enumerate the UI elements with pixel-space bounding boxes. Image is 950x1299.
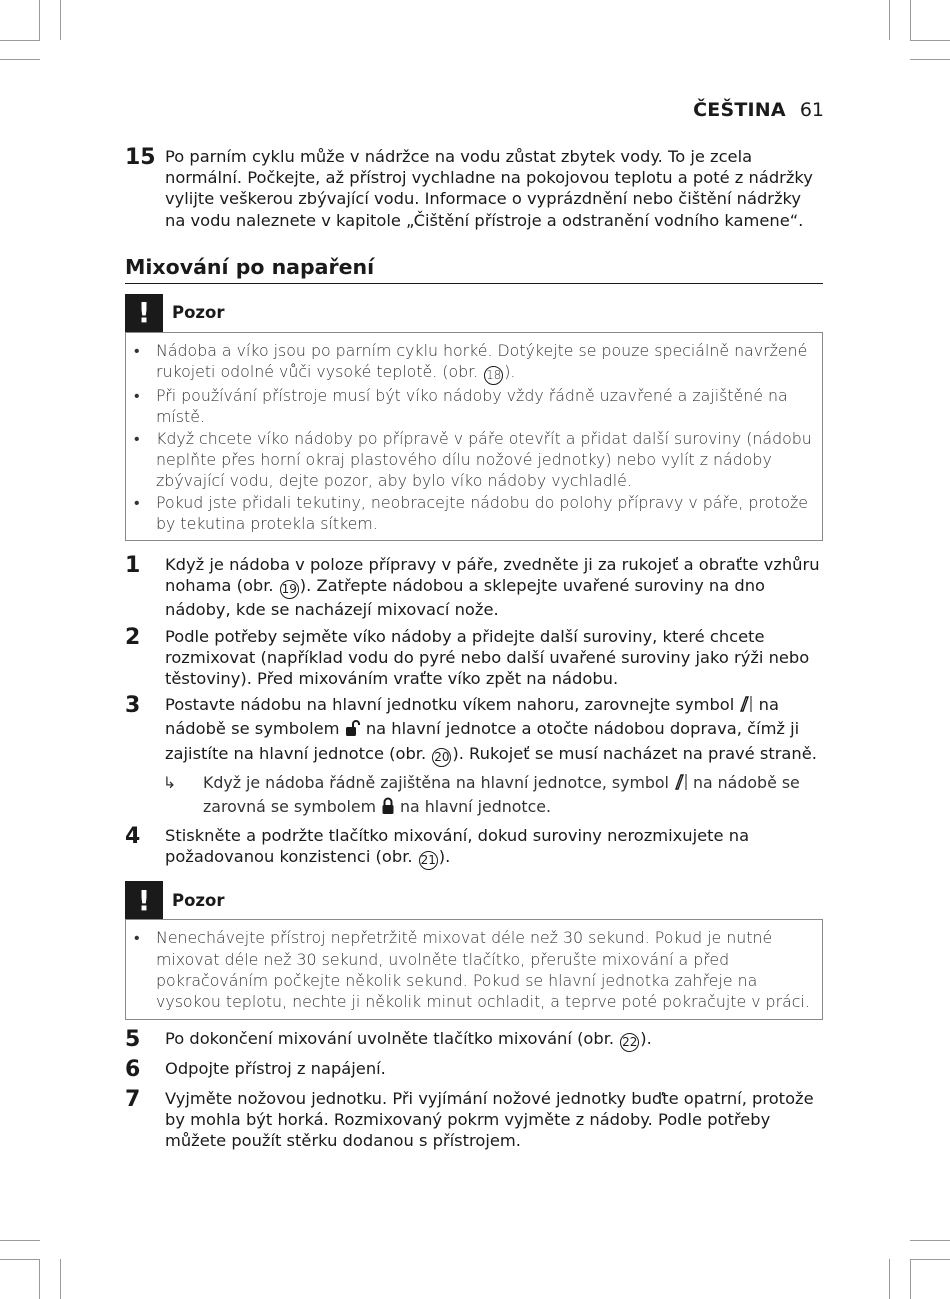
section-title: Mixování po napaření (125, 255, 823, 284)
caution-bullet (134, 492, 812, 535)
step-number: 6 (125, 1056, 141, 1082)
crop-mark (60, 0, 61, 40)
bullet-text: Při používání přístroje musí být víko nádoby vždy řádně uzavřené a zajištěné na místě. (156, 386, 788, 427)
bullet-dot-icon: • (134, 928, 140, 948)
bullet-dot-icon: • (134, 386, 140, 406)
step-text-part: Po dokončení mixování uvolněte tlačítko mixování (obr. (165, 1028, 620, 1048)
step-7 (125, 1088, 823, 1152)
page-number: 61 (799, 99, 824, 121)
step-15 (125, 146, 823, 231)
bullet-text-part: Nádoba a víko jsou po parním cyklu horké. Dotýkejte se pouze speciálně navržené rukojeti odolné vůči vysoké teplotě. (obr. (156, 340, 808, 382)
result-text-part: Když je nádoba řádně zajištěna na hlavní jednotce, symbol (203, 772, 674, 792)
crop-mark (60, 1259, 61, 1299)
step-text (165, 1028, 823, 1052)
crop-mark (0, 1240, 40, 1241)
crop-mark (910, 0, 911, 40)
step-text: Po parním cyklu může v nádržce na vodu zůstat zbytek vody. To je zcela normální. Počkejte, až přístroj vychladne na pokojovou teplotu a poté z nádržky vylijte veškerou zbývající vodu. Informace o vyprázdnění nebo čištění nádržky na vodu naleznete v kapitole „Čištění přístroje a odstranění vodního kamene“. (165, 147, 813, 230)
step-text-part: na nádobě se symbolem (165, 695, 779, 739)
crop-mark (910, 1259, 950, 1260)
step-1 (125, 554, 823, 620)
result-text-part: na nádobě se zarovná se symbolem (203, 772, 800, 816)
step-number: 7 (125, 1086, 141, 1112)
step-text: Odpojte přístroj z napájení. (165, 1058, 386, 1078)
crop-mark (0, 1259, 40, 1260)
lock-icon (381, 797, 395, 820)
alignment-mark-icon (674, 773, 688, 796)
result-arrow-icon: ↳ (163, 772, 177, 792)
page-content (125, 146, 823, 1151)
step-text-part: Stiskněte a podržte tlačítko mixování, dokud suroviny nerozmixujete na požadovanou konzistenci (obr. (165, 826, 750, 867)
step-3 (125, 694, 823, 766)
step-number: 4 (125, 824, 141, 850)
step-number: 3 (125, 693, 141, 719)
crop-mark (39, 1259, 40, 1299)
step-3-result (163, 772, 823, 821)
crop-mark (910, 40, 950, 41)
step-6 (125, 1058, 823, 1082)
caution-box (125, 332, 823, 541)
bullet-dot-icon: • (134, 428, 140, 448)
step-number: 15 (125, 145, 156, 170)
step-text: Podle potřeby sejměte víko nádoby a přidejte další suroviny, které chcete rozmixovat (například vodu do pyré nebo další uvařené suroviny jako rýži nebo těstoviny). Před mixováním vraťte víko zpět na nádobu. (165, 626, 810, 688)
step-text-part: ). Rukojeť se musí nacházet na pravé straně. (452, 743, 817, 763)
caution-bullet (134, 927, 812, 1012)
language-label: ČEŠTINA (693, 99, 786, 121)
bullet-text: Nenechávejte přístroj nepřetržitě mixovat déle než 30 sekund. Pokud je nutné mixovat déle než 30 sekund, uvolněte tlačítko, přerušte mixování a před pokračováním počkejte několik sekund. Pokud se hlavní jednotka zahřeje na vysokou teplotu, nechte ji několik minut ochladit, a teprve poté pokračujte v práci. (156, 928, 810, 1012)
page-header (693, 99, 824, 121)
caution-bullet (134, 340, 812, 385)
bullet-text-part: ). (504, 362, 516, 382)
step-text (165, 694, 823, 766)
step-number: 5 (125, 1026, 141, 1052)
crop-mark (889, 0, 890, 40)
caution-label: Pozor (172, 303, 225, 323)
caution-exclamation-icon: ! (125, 294, 163, 332)
bullet-text: Když chcete víko nádoby po přípravě v páře otevřít a přidat další suroviny (nádobu neplňte přes horní okraj plastového dílu nožové jednotky) nebo vylít z nádoby zbývající vodu, dejte pozor, aby bylo víko nádoby vychladlé. (156, 428, 812, 491)
step-text: Vyjměte nožovou jednotku. Při vyjímání nožové jednotky buďte opatrní, protože by mohla být horká. Rozmixovaný pokrm vyjměte z nádoby. Podle potřeby můžete použít stěrku dodanou s přístrojem. (165, 1088, 814, 1150)
bullet-text: Pokud jste přidali tekutiny, neobracejte nádobu do polohy přípravy v páře, protože by tekutina protekla sítkem. (156, 492, 809, 533)
step-text-part: ). (640, 1028, 652, 1048)
caution-header (125, 881, 823, 919)
figure-ref: 22 (620, 1033, 639, 1052)
caution-label: Pozor (172, 890, 225, 910)
step-number: 2 (125, 624, 141, 650)
figure-ref: 18 (484, 366, 503, 385)
figure-ref: 21 (419, 851, 438, 870)
alignment-mark-icon (739, 695, 753, 718)
step-text (165, 825, 823, 870)
caution-header (125, 294, 823, 332)
unlock-icon (345, 719, 361, 742)
caution-bullet (134, 385, 812, 428)
step-text-part: Když je nádoba v poloze přípravy v páře, zvedněte ji za rukojeť a obraťte vzhůru nohama (obr. (165, 555, 820, 596)
crop-mark (0, 59, 40, 60)
step-2 (125, 626, 823, 690)
step-text-part: na hlavní jednotce a otočte nádobou doprava, čímž ji zajistíte na hlavní jednotce (obr. (165, 719, 800, 763)
step-number: 1 (125, 553, 141, 579)
bullet-text (156, 340, 812, 385)
step-text-part: Postavte nádobu na hlavní jednotku víkem nahoru, zarovnejte symbol (165, 695, 740, 715)
crop-mark (910, 1240, 950, 1241)
caution-bullet (134, 428, 812, 492)
step-text-part: ). (438, 847, 451, 867)
crop-mark (910, 1259, 911, 1299)
crop-mark (889, 1259, 890, 1299)
result-text (203, 772, 823, 821)
step-5 (125, 1028, 823, 1052)
step-text-part: ). Zatřepte nádobou a sklepejte uvařené suroviny na dno nádoby, kde se nacházejí mixovací nože. (165, 576, 765, 620)
result-text-part: na hlavní jednotce. (395, 796, 552, 816)
crop-mark (39, 0, 40, 40)
crop-mark (910, 59, 950, 60)
crop-mark (0, 40, 40, 41)
figure-ref: 20 (432, 748, 451, 767)
caution-exclamation-icon: ! (125, 881, 163, 919)
caution-box (125, 919, 823, 1019)
step-4 (125, 825, 823, 870)
bullet-dot-icon: • (134, 492, 140, 512)
bullet-dot-icon: • (134, 340, 140, 360)
figure-ref: 19 (280, 580, 299, 599)
step-text (165, 554, 823, 620)
